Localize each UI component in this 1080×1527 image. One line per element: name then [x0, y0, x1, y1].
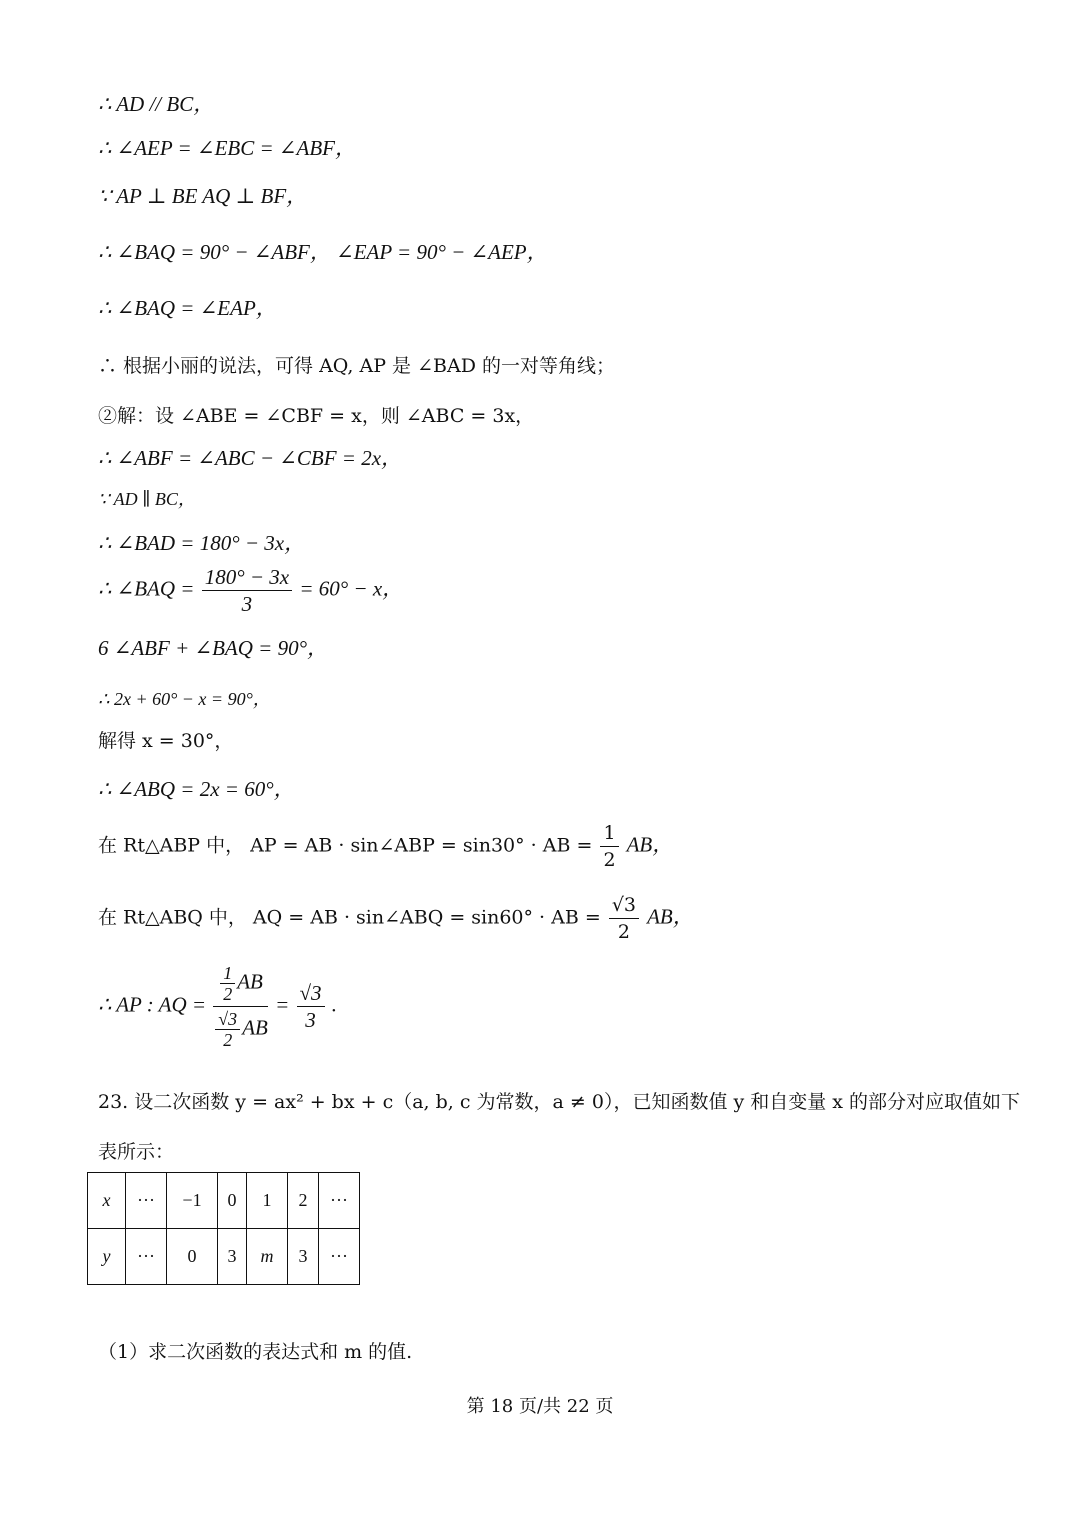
table-cell: y — [88, 1229, 126, 1285]
eq-ratio-top-half — [220, 963, 235, 1004]
table-row-y — [88, 1229, 360, 1285]
table-cell: ··· — [126, 1229, 167, 1285]
proof-line-abq: ∴ ∠ABQ = 2x = 60°， — [98, 777, 295, 801]
eq-ratio-top — [213, 963, 268, 1007]
eq-ratio-top-num: 1 — [220, 963, 235, 984]
table-cell: 0 — [218, 1173, 247, 1229]
question-1: （1）求二次函数的表达式和 m 的值. — [98, 1341, 413, 1363]
eq-ap-den: 2 — [603, 849, 616, 871]
part2-start: ②解：设 ∠ABE = ∠CBF = x，则 ∠ABC = 3x， — [98, 405, 535, 427]
proof-line-solve: 解得 x = 30°， — [98, 730, 234, 752]
eq-baq-rhs: = 60° − x， — [299, 576, 404, 601]
table-cell: ··· — [126, 1173, 167, 1229]
table-cell: ··· — [319, 1229, 360, 1285]
table-cell: −1 — [167, 1173, 218, 1229]
eq-ratio-bot-den: 2 — [223, 1030, 233, 1050]
proof-line-eq: ∴ 2x + 60° − x = 90°， — [98, 689, 271, 709]
table-cell: 0 — [167, 1229, 218, 1285]
proof-conclusion: ∴ 根据小丽的说法，可得 AQ, AP 是 ∠BAD 的一对等角线； — [98, 355, 615, 377]
eq-aq-fraction — [609, 892, 639, 945]
proof-line-parallel: ∵ AD ∥ BC， — [98, 489, 196, 509]
eq-ratio-bot-num: √3 — [215, 1009, 240, 1030]
proof-line-2: ∴ ∠AEP = ∠EBC = ∠ABF， — [98, 136, 356, 160]
eq-ratio-lhs: ∴ AP : AQ = — [98, 992, 207, 1017]
eq-ratio-top-tail: AB — [237, 969, 263, 994]
proof-line-4: ∴ ∠BAQ = 90° − ∠ABF， ∠EAP = 90° − ∠AEP， — [98, 240, 548, 264]
problem-23-line1: 23. 设二次函数 y = ax² + bx + c（a, b, c 为常数，a ≠ 0），已知函数值 y 和自变量 x 的部分对应取值如下 — [98, 1091, 1021, 1113]
eq-ratio-bottom-frac — [215, 1009, 240, 1050]
eq-ratio-big-fraction — [213, 963, 268, 1050]
eq-ratio-bottom — [213, 1007, 268, 1050]
value-table — [87, 1172, 360, 1285]
proof-line-5: ∴ ∠BAQ = ∠EAP， — [98, 296, 277, 320]
table-cell: 3 — [218, 1229, 247, 1285]
eq-ratio-res-num: √3 — [297, 980, 325, 1007]
proof-line-abf: ∴ ∠ABF = ∠ABC − ∠CBF = 2x， — [98, 446, 403, 470]
eq-aq-lhs: 在 Rt△ABQ 中， AQ = AB · sin∠ABQ = sin60° · AB = — [98, 906, 601, 929]
eq-ratio-top-den: 2 — [223, 984, 233, 1004]
eq-ratio-bot-tail: AB — [242, 1015, 268, 1040]
table-cell: 3 — [288, 1229, 319, 1285]
eq-baq-den: 3 — [241, 592, 253, 616]
eq-ratio — [98, 963, 337, 1050]
eq-aq-rhs: AB， — [647, 904, 694, 929]
table-cell: x — [88, 1173, 126, 1229]
eq-ratio-eq: = — [275, 992, 290, 1017]
table-row-x — [88, 1173, 360, 1229]
eq-ratio-end: . — [331, 992, 338, 1017]
eq-baq-fraction — [202, 564, 292, 617]
table-cell: ··· — [319, 1173, 360, 1229]
eq-aq-den: 2 — [617, 921, 630, 943]
eq-ap-fraction — [600, 820, 618, 873]
eq-aq — [98, 892, 694, 945]
eq-aq-num: √3 — [609, 892, 639, 919]
eq-baq — [98, 564, 403, 617]
problem-23-line2: 表所示： — [98, 1141, 175, 1163]
eq-ap-lhs: 在 Rt△ABP 中， AP = AB · sin∠ABP = sin30° · AB = — [98, 834, 593, 857]
eq-ap-num: 1 — [600, 820, 618, 847]
eq-baq-num: 180° − 3x — [202, 564, 292, 591]
page-footer: 第 18 页/共 22 页 — [466, 1396, 614, 1417]
table-cell: 1 — [247, 1173, 288, 1229]
proof-line-sum: 6 ∠ABF + ∠BAQ = 90°， — [98, 636, 328, 660]
proof-line-bad: ∴ ∠BAD = 180° − 3x， — [98, 531, 306, 555]
proof-line-3: ∵ AP ⊥ BE AQ ⊥ BF， — [98, 184, 308, 208]
eq-baq-lhs: ∴ ∠BAQ = — [98, 576, 195, 601]
table-cell: m — [247, 1229, 288, 1285]
eq-ap — [98, 820, 673, 873]
table-cell: 2 — [288, 1173, 319, 1229]
eq-ratio-res-den: 3 — [305, 1008, 316, 1032]
eq-ratio-result — [297, 980, 325, 1033]
proof-line-1: ∴ AD // BC， — [98, 92, 215, 116]
eq-ap-rhs: AB， — [626, 832, 674, 857]
